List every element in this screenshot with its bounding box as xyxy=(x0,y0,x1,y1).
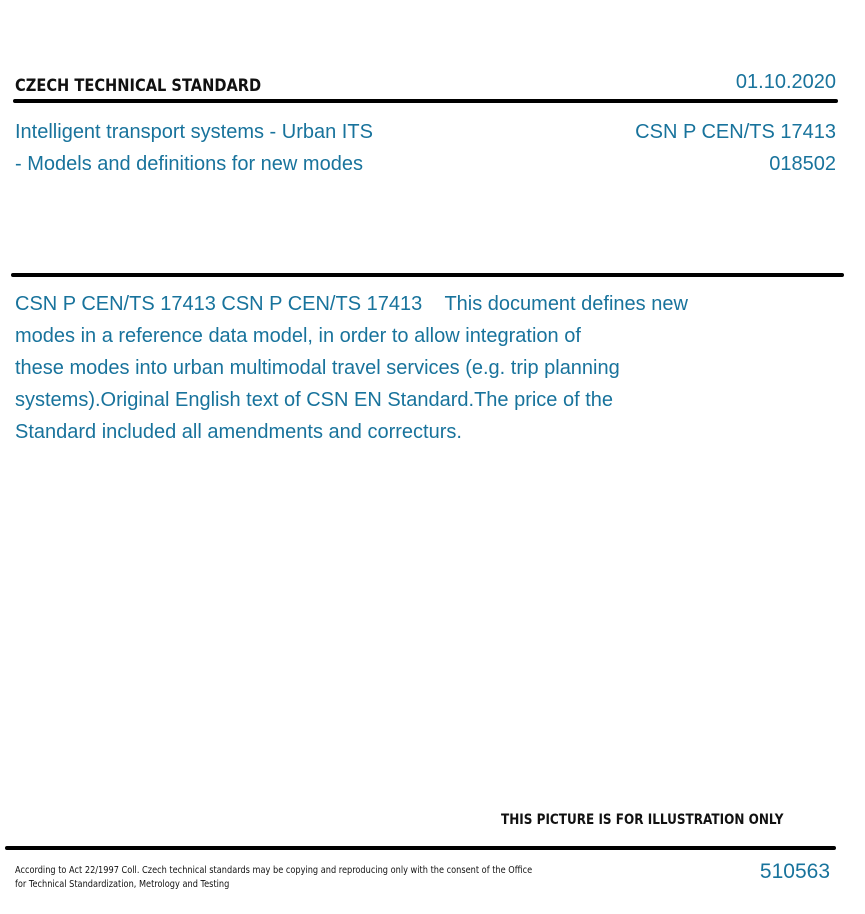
catalog-number: 018502 xyxy=(769,153,836,175)
standard-description xyxy=(15,288,755,448)
description-line: modes in a reference data model, in order to allow integration of xyxy=(15,325,581,347)
header-divider xyxy=(13,99,838,103)
description-line: systems).Original English text of CSN EN Standard.The price of the xyxy=(15,389,614,411)
footer-divider xyxy=(5,846,836,850)
document-type-heading: CZECH TECHNICAL STANDARD xyxy=(15,76,262,96)
standard-code-block xyxy=(635,116,836,180)
standard-title xyxy=(15,116,373,180)
footer-number: 510563 xyxy=(759,860,830,883)
title-line: - Models and definitions for new modes xyxy=(15,153,363,175)
illustration-note: THIS PICTURE IS FOR ILLUSTRATION ONLY xyxy=(501,812,784,828)
title-line: Intelligent transport systems - Urban ITS xyxy=(15,121,373,143)
description-line: Standard included all amendments and correcturs. xyxy=(15,421,462,443)
section-divider xyxy=(11,273,844,277)
legal-notice xyxy=(15,864,532,891)
description-line: these modes into urban multimodal travel services (e.g. trip planning xyxy=(15,357,620,379)
publication-date: 01.10.2020 xyxy=(735,71,836,93)
legal-line: According to Act 22/1997 Coll. Czech technical standards may be copying and reproducing only with the consent of the Office xyxy=(15,865,533,876)
description-line: CSN P CEN/TS 17413 CSN P CEN/TS 17413 This document defines new xyxy=(15,293,688,315)
standard-code: CSN P CEN/TS 17413 xyxy=(635,121,836,143)
legal-line: for Technical Standardization, Metrology and Testing xyxy=(15,878,230,890)
